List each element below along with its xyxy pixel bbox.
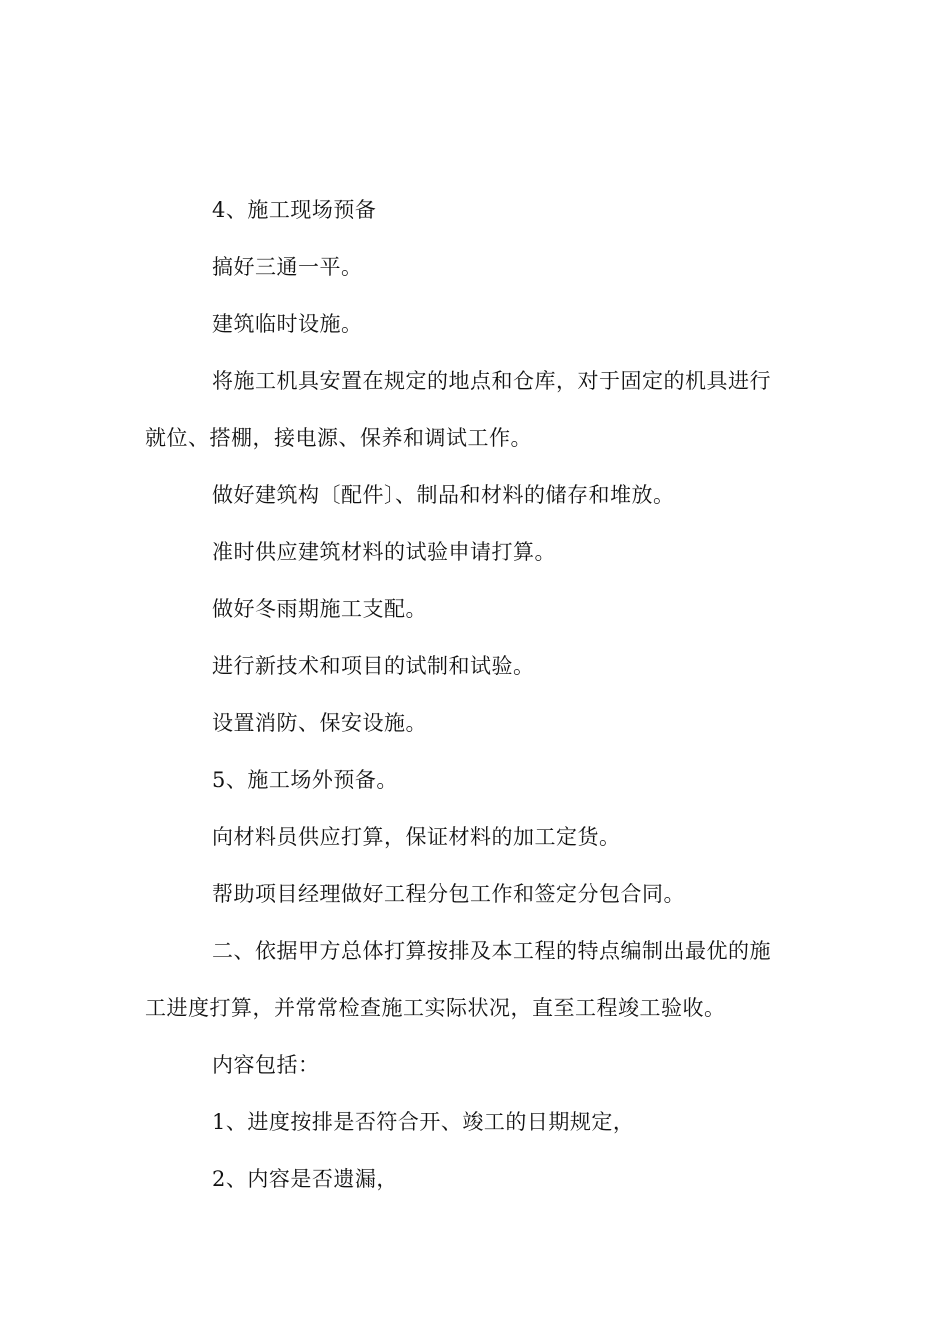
- paragraph-line: 做好冬雨期施工支配。: [212, 597, 427, 621]
- paragraph-line: 做好建筑构〔配件〕、制品和材料的储存和堆放。: [212, 483, 675, 507]
- paragraph-line: 准时供应建筑材料的试验申请打算。: [212, 540, 556, 564]
- paragraph-line: 建筑临时设施。: [212, 312, 363, 336]
- paragraph-line: 帮助项目经理做好工程分包工作和签定分包合同。: [212, 882, 685, 906]
- list-item: 2、内容是否遗漏，: [212, 1167, 398, 1191]
- paragraph-line: 进行新技术和项目的试制和试验。: [212, 654, 535, 678]
- paragraph-line: 向材料员供应打算，保证材料的加工定货。: [212, 825, 621, 849]
- heading-site-preparation: 4、施工现场预备: [212, 198, 377, 222]
- paragraph-line: 将施工机具安置在规定的地点和仓库，对于固定的机具进行: [212, 369, 771, 393]
- paragraph-line: 内容包括：: [212, 1053, 320, 1077]
- section-two-line: 二、依据甲方总体打算按排及本工程的特点编制出最优的施: [212, 939, 771, 963]
- paragraph-line: 搞好三通一平。: [212, 255, 363, 279]
- paragraph-line: 设置消防、保安设施。: [212, 711, 427, 735]
- heading-offsite-preparation: 5、施工场外预备。: [212, 768, 398, 792]
- paragraph-line-continued: 就位、搭棚，接电源、保养和调试工作。: [145, 426, 532, 450]
- section-two-line-continued: 工进度打算，并常常检查施工实际状况，直至工程竣工验收。: [145, 996, 726, 1020]
- list-item: 1、进度按排是否符合开、竣工的日期规定，: [212, 1110, 635, 1134]
